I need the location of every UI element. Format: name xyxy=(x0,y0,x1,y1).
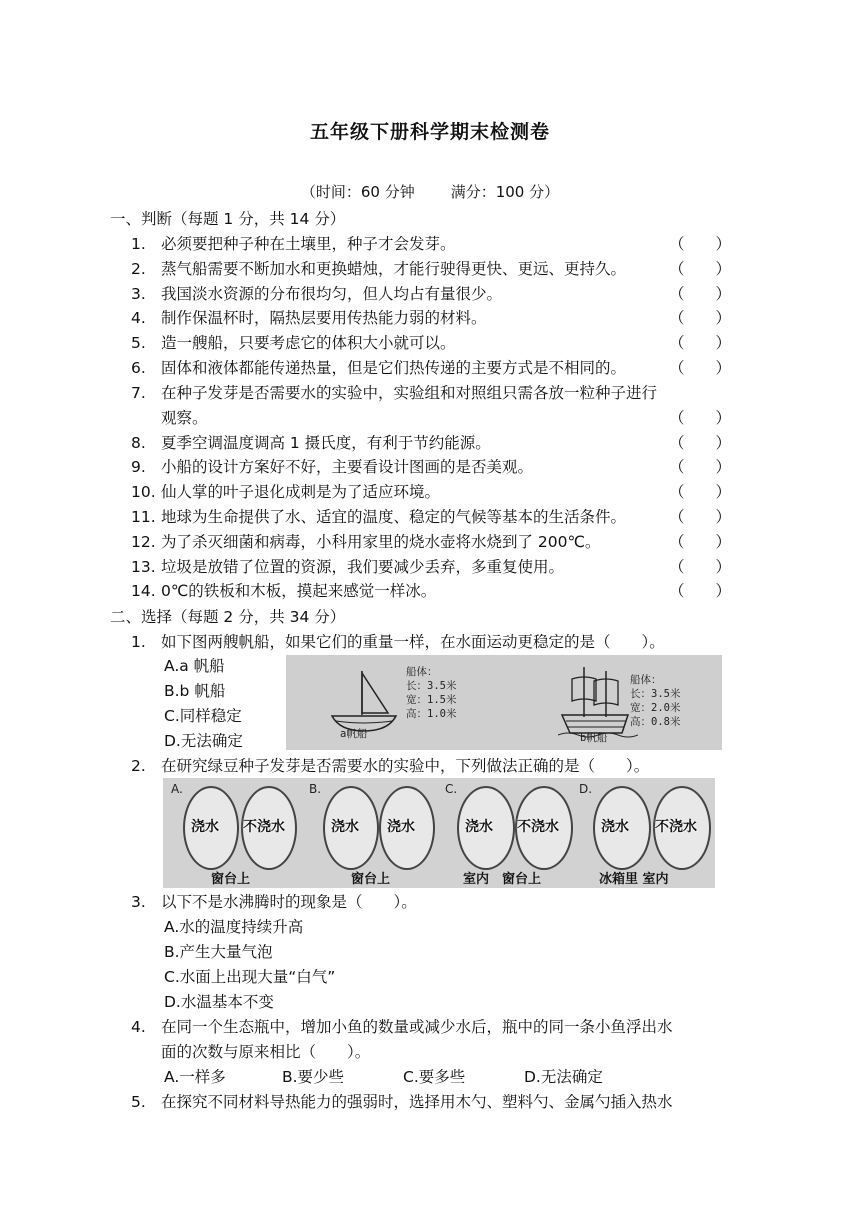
question-text-continued: 面的次数与原来相比（ ）。 xyxy=(161,1043,371,1061)
option-a[interactable]: A.水的温度持续升高 xyxy=(164,918,304,936)
question-number: 8. xyxy=(131,433,146,452)
question-text: 小船的设计方案好不好，主要看设计图画的是否美观。 xyxy=(161,458,534,477)
judge-question-4 xyxy=(131,306,731,330)
judge-question-6 xyxy=(131,356,731,380)
answer-blank[interactable]: （ ） xyxy=(668,458,731,477)
exam-info xyxy=(0,181,860,202)
question-number: 11. xyxy=(131,508,156,526)
judge-question-3 xyxy=(131,282,731,306)
option-b[interactable]: B.产生大量气泡 xyxy=(164,943,273,961)
question-text: 在探究不同材料导热能力的强弱时，选择用木勺、塑料勺、金属勺插入热水 xyxy=(161,1093,673,1111)
option-d[interactable]: D.无法确定 xyxy=(164,732,243,750)
judge-question-7 xyxy=(131,381,731,405)
question-number: 4. xyxy=(131,309,146,328)
question-number: 2. xyxy=(131,259,146,278)
answer-blank[interactable]: （ ） xyxy=(668,582,731,601)
answer-blank[interactable]: （ ） xyxy=(668,433,731,452)
question-text: 为了杀灭细菌和病毒，小科用家里的烧水壶将水烧到了 200℃。 xyxy=(161,532,601,551)
choice-question-5 xyxy=(131,1090,731,1114)
question-number: 1. xyxy=(131,633,146,651)
exam-time: （时间：60 分钟 xyxy=(300,183,415,201)
question-text: 夏季空调温度调高 1 摄氏度，有利于节约能源。 xyxy=(161,433,491,452)
judge-question-2 xyxy=(131,257,731,281)
question-text: 地球为生命提供了水、适宜的温度、稳定的气候等基本的生活条件。 xyxy=(161,508,627,526)
page-title: 五年级下册科学期末检测卷 xyxy=(309,121,550,143)
question-text: 在研究绿豆种子发芽是否需要水的实验中，下列做法正确的是（ ）。 xyxy=(161,757,650,775)
question-text: 蒸气船需要不断加水和更换蜡烛，才能行驶得更快、更远、更持久。 xyxy=(161,259,627,278)
answer-blank[interactable]: （ ） xyxy=(668,557,731,576)
question-text: 我国淡水资源的分布很均匀，但人均占有量很少。 xyxy=(161,284,503,303)
question-number: 4. xyxy=(131,1018,146,1036)
choice-question-2 xyxy=(131,754,731,778)
answer-blank[interactable]: （ ） xyxy=(668,284,731,303)
answer-blank[interactable]: （ ） xyxy=(668,508,731,526)
section-heading-judge: 一、判断（每题 1 分，共 14 分） xyxy=(110,210,346,228)
germination-figure: A. 浇水 不浇水 窗台上 B. 浇水 浇水 窗台上 C. 浇水 不浇水 室内 窗台上 D. 浇水 不浇水 冰箱里 室内 xyxy=(163,778,715,888)
boat-b-specs: 船体： 长：3.5米 宽：2.0米 高：0.8米 xyxy=(630,674,681,728)
choice-question-4 xyxy=(131,1015,731,1039)
question-text: 垃圾是放错了位置的资源，我们要减少丢弃，多重复使用。 xyxy=(161,557,565,576)
question-text-continued: 观察。 xyxy=(161,408,208,427)
answer-blank[interactable]: （ ） xyxy=(668,532,731,551)
question-text: 在种子发芽是否需要水的实验中，实验组和对照组只需各放一粒种子进行 xyxy=(161,383,658,402)
question-number: 12. xyxy=(131,532,156,551)
sailboat-figure xyxy=(286,655,722,750)
judge-question-5 xyxy=(131,331,731,355)
judge-question-11 xyxy=(131,505,731,529)
question-number: 14. xyxy=(131,582,156,601)
option-d[interactable]: D.无法确定 xyxy=(524,1068,603,1086)
answer-blank[interactable]: （ ） xyxy=(668,259,731,278)
choice-question-1 xyxy=(131,630,731,654)
answer-blank[interactable]: （ ） xyxy=(668,309,731,328)
option-b[interactable]: B.要少些 xyxy=(282,1068,345,1086)
exam-score: 满分：100 分） xyxy=(450,183,560,201)
option-d[interactable]: D.水温基本不变 xyxy=(164,993,274,1011)
question-text: 固体和液体都能传递热量，但是它们热传递的主要方式是不相同的。 xyxy=(161,359,627,377)
choice-question-3 xyxy=(131,890,731,914)
question-text: 如下图两艘帆船，如果它们的重量一样，在水面运动更稳定的是（ ）。 xyxy=(161,633,665,651)
question-number: 13. xyxy=(131,557,156,576)
option-b[interactable]: B.b 帆船 xyxy=(164,682,226,700)
boat-a-caption: a帆船 xyxy=(340,728,368,740)
question-text: 在同一个生态瓶中，增加小鱼的数量或减少水后，瓶中的同一条小鱼浮出水 xyxy=(161,1018,673,1036)
judge-question-12 xyxy=(131,530,731,554)
question-text: 0℃的铁板和木板，摸起来感觉一样冰。 xyxy=(161,582,437,601)
judge-question-14 xyxy=(131,579,731,603)
answer-row xyxy=(131,406,731,430)
option-a[interactable]: A.一样多 xyxy=(164,1068,226,1086)
judge-question-10 xyxy=(131,480,731,504)
answer-blank[interactable]: （ ） xyxy=(668,483,731,502)
option-c[interactable]: C.同样稳定 xyxy=(164,707,242,725)
option-a[interactable]: A.a 帆船 xyxy=(164,657,225,675)
question-text: 仙人掌的叶子退化成刺是为了适应环境。 xyxy=(161,483,441,502)
judge-question-8 xyxy=(131,431,731,455)
answer-blank[interactable]: （ ） xyxy=(668,408,731,427)
answer-blank[interactable]: （ ） xyxy=(668,235,731,253)
question-number: 3. xyxy=(131,893,146,911)
answer-blank[interactable]: （ ） xyxy=(668,334,731,353)
question-number: 7. xyxy=(131,383,146,402)
question-text: 必须要把种子种在土壤里，种子才会发芽。 xyxy=(161,235,456,253)
question-text: 造一艘船，只要考虑它的体积大小就可以。 xyxy=(161,334,456,353)
judge-question-9 xyxy=(131,455,731,479)
boat-a-specs: 船体： 长：3.5米 宽：1.5米 高：1.0米 xyxy=(406,666,457,720)
question-number: 10. xyxy=(131,483,156,502)
question-number: 9. xyxy=(131,458,146,477)
question-number: 1. xyxy=(131,235,146,253)
section-heading-choice: 二、选择（每题 2 分，共 34 分） xyxy=(110,608,346,626)
question-number: 6. xyxy=(131,359,146,377)
option-c[interactable]: C.要多些 xyxy=(403,1068,466,1086)
boat-b-caption: b帆船 xyxy=(580,732,608,744)
judge-question-13 xyxy=(131,555,731,579)
option-c[interactable]: C.水面上出现大量“白气” xyxy=(164,968,336,986)
question-number: 3. xyxy=(131,284,146,303)
question-number: 5. xyxy=(131,334,146,353)
judge-question-1 xyxy=(131,232,731,256)
question-number: 5. xyxy=(131,1093,146,1111)
sailboat-b-icon xyxy=(558,661,638,741)
question-text: 以下不是水沸腾时的现象是（ ）。 xyxy=(161,893,417,911)
question-number: 2. xyxy=(131,757,146,775)
question-text: 制作保温杯时，隔热层要用传热能力弱的材料。 xyxy=(161,309,487,328)
answer-blank[interactable]: （ ） xyxy=(668,359,731,377)
